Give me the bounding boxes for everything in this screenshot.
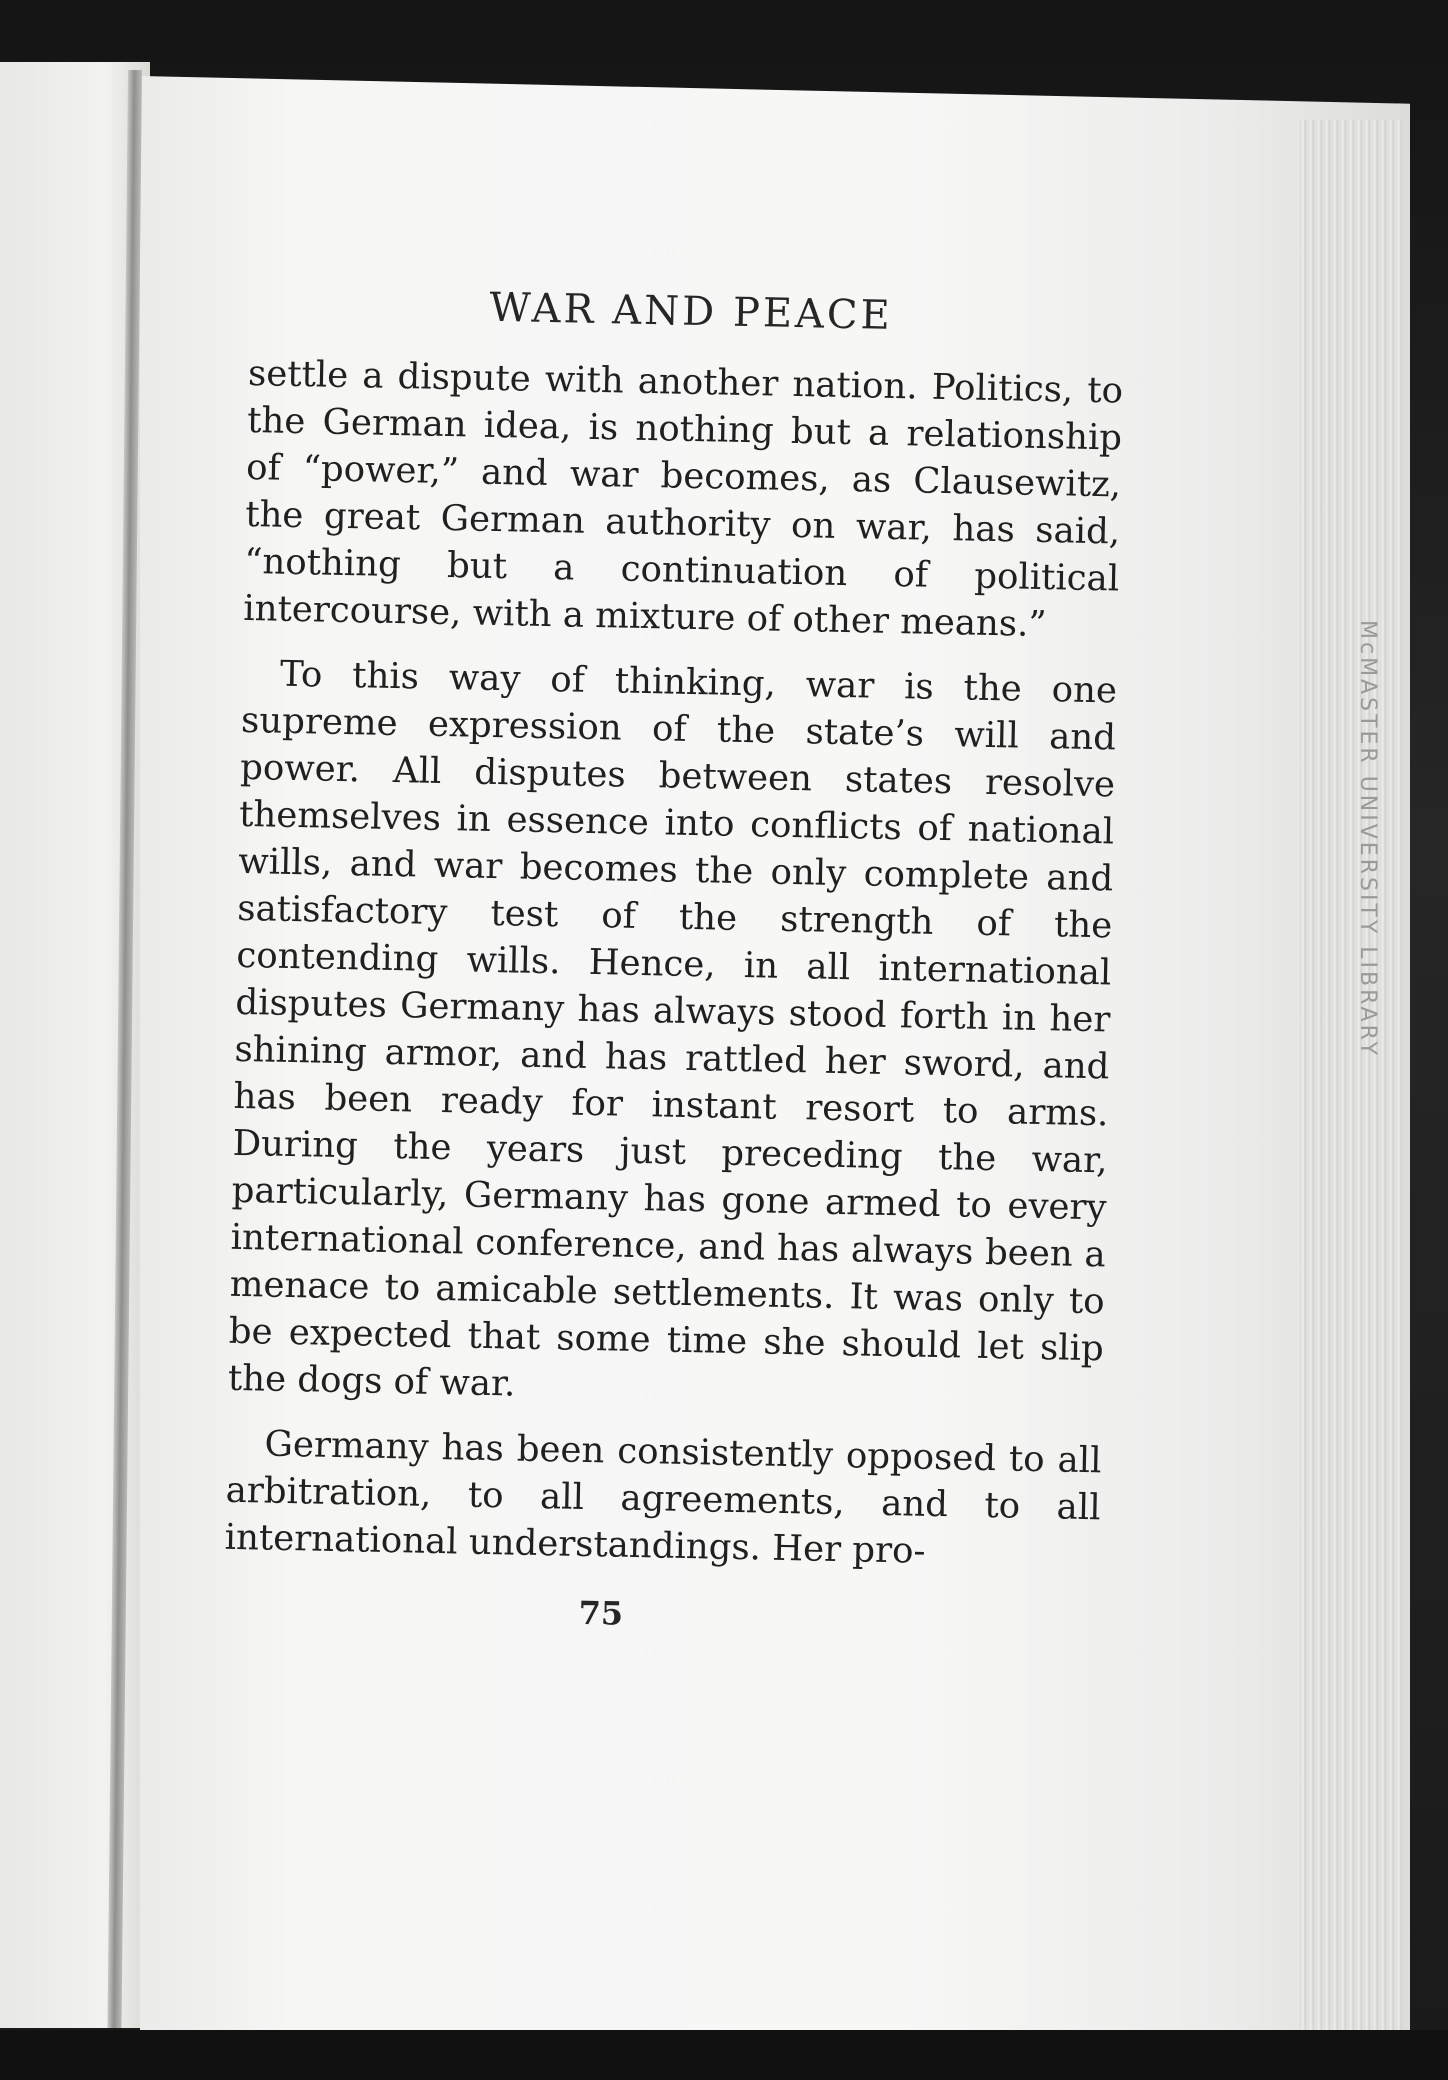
paragraph-war-thinking: To this way of thinking, war is the one supreme expression of the state’s will and power. All disputes between states resolve themselves in essence into conflicts of national wills, and war becomes the only complete and satisfactory test of the strength of the contending wills. Hence, in all international disputes Germany has always stood forth in her shining armor, and has rattled her sword, and has been ready for instant resort to arms. During the years just preceding the war, particularly, Germany has gone armed to every international conference, and has always been a menace to amicable settlements. It was only to be expected that some time she should let slip the dogs of war.: [227, 653, 1118, 1405]
paragraph-continuation: settle a dispute with another nation. Politics, to the German idea, is nothing but a relationship of “power,” and war becomes, as Clausewitz, the great German authority on war, has said, “nothing but a continuation of political intercourse, with a mixture of other means.”: [242, 352, 1124, 646]
page-text-block: [223, 280, 1125, 1642]
paragraph-arbitration: Germany has been consistently opposed to all arbitration, to all agreements, and to all international understandings. Her pro-: [224, 1423, 1102, 1572]
scan-shadow: [0, 2030, 1448, 2080]
library-stamp: McMASTER UNIVERSITY LIBRARY: [1355, 620, 1380, 1058]
running-head: WAR AND PEACE: [489, 284, 894, 339]
page-number: 75: [578, 1593, 624, 1633]
page-block-edges: [1300, 120, 1402, 2030]
